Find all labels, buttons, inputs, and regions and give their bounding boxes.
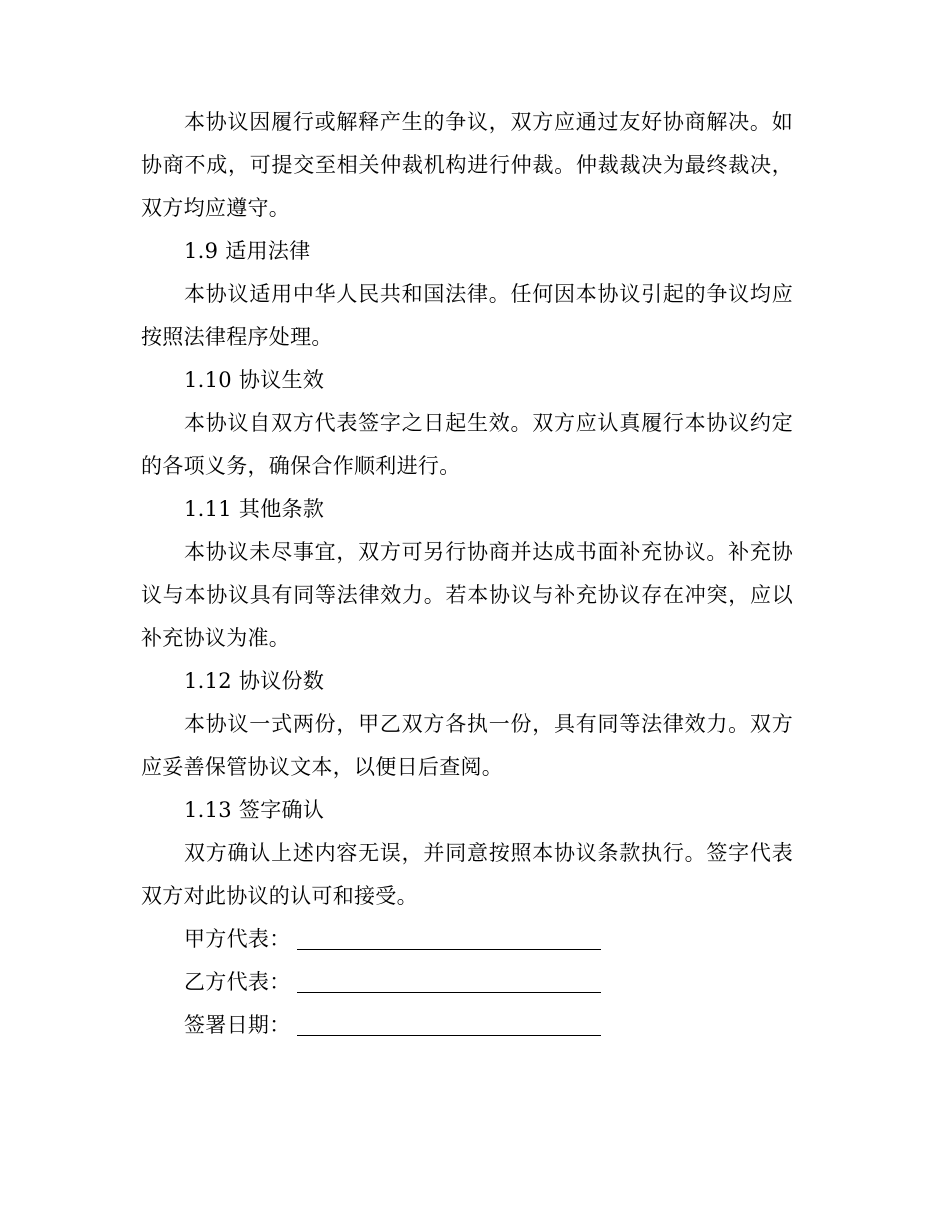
section-heading-effectiveness: 1.10 协议生效 xyxy=(184,368,325,392)
section-body-copies: 本协议一式两份，甲乙双方各执一份，具有同等法律效力。双方应妥善保管协议文本，以便日后查阅。 xyxy=(141,712,793,779)
section-body-other-terms: 本协议未尽事宜，双方可另行协商并达成书面补充协议。补充协议与本协议具有同等法律效力。若本协议与补充协议存在冲突，应以补充协议为准。 xyxy=(141,540,793,650)
section-heading-other-terms: 1.11 其他条款 xyxy=(184,497,325,521)
signature-blank-party-a xyxy=(297,948,601,950)
signature-label-date: 签署日期： xyxy=(184,1013,291,1037)
section-body-signature-confirmation: 双方确认上述内容无误，并同意按照本协议条款执行。签字代表双方对此协议的认可和接受。 xyxy=(141,841,793,908)
signature-label-party-b: 乙方代表： xyxy=(184,970,291,994)
section-heading-applicable-law: 1.9 适用法律 xyxy=(184,239,311,263)
section-heading-signature-confirmation: 1.13 签字确认 xyxy=(184,798,325,822)
signature-line-date xyxy=(141,1004,793,1047)
signature-line-party-b xyxy=(141,961,793,1004)
section-body-effectiveness: 本协议自双方代表签字之日起生效。双方应认真履行本协议约定的各项义务，确保合作顺利进行。 xyxy=(141,411,793,478)
signature-label-party-a: 甲方代表： xyxy=(184,927,291,951)
section-heading-copies: 1.12 协议份数 xyxy=(184,669,325,693)
signature-blank-party-b xyxy=(297,991,601,993)
signature-blank-date xyxy=(297,1034,601,1036)
section-body-applicable-law: 本协议适用中华人民共和国法律。任何因本协议引起的争议均应按照法律程序处理。 xyxy=(141,282,793,349)
document-body xyxy=(141,101,793,1047)
dispute-resolution-paragraph: 本协议因履行或解释产生的争议，双方应通过友好协商解决。如协商不成，可提交至相关仲裁机构进行仲裁。仲裁裁决为最终裁决，双方均应遵守。 xyxy=(141,110,793,220)
signature-line-party-a xyxy=(141,918,793,961)
